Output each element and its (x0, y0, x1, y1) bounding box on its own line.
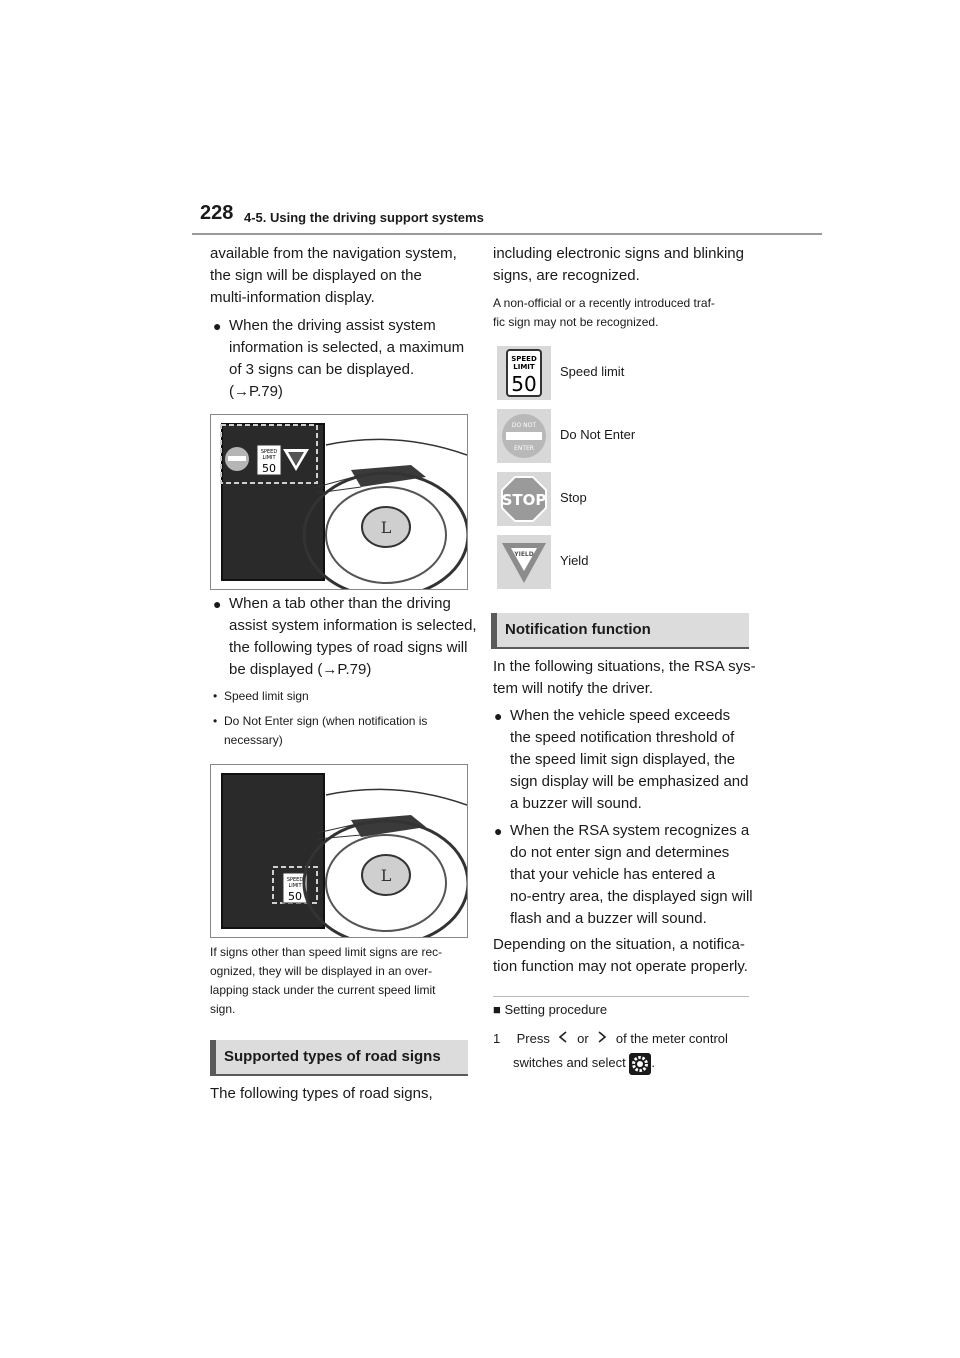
bullet-driving-assist: When the driving assist system information is selected, a maximum of 3 signs can be displayed. (→P.79) (229, 317, 465, 400)
svg-text:SPEED: SPEED (286, 877, 304, 883)
stop-sign-icon (497, 472, 551, 526)
svg-text:L: L (380, 518, 392, 537)
sub-bullet-dot: • (213, 714, 218, 728)
heading-notification-function: Notification function (491, 613, 749, 647)
bullet-icon: ● (494, 823, 503, 839)
sub-item-speed-limit: Speed limit sign (224, 689, 309, 703)
sub-bullet-dot: • (213, 689, 218, 703)
illustration-cockpit-1-sign (210, 764, 468, 938)
square-bullet-icon: ■ (493, 1002, 501, 1017)
bullet-other-tab: When a tab other than the driving assist system information is selected, the following types of road signs will be displayed (→P.79) (229, 595, 477, 678)
subheading-setting-procedure: ■ Setting procedure (493, 1002, 608, 1017)
bullet-icon: ● (213, 318, 222, 334)
svg-text:DO NOT: DO NOT (511, 422, 537, 429)
paragraph-rsa-notify: In the following situations, the RSA sys- tem will notify the driver. (493, 658, 756, 697)
paragraph-continuation: including electronic signs and blinking signs, are recognized. (493, 245, 744, 284)
yield-sign-icon (497, 535, 551, 589)
svg-text:50: 50 (262, 462, 276, 475)
bullet-no-entry: When the RSA system recognizes a do not enter sign and determines that your vehicle has entered a no-entry area, the displayed sign will flash and a buzzer will sound. (510, 822, 753, 927)
section-header: 4-5. Using the driving support systems (244, 210, 484, 225)
page-number: 228 (200, 202, 234, 224)
note-non-official: A non-official or a recently introduced traf- fic sign may not be recognized. (493, 296, 715, 329)
chevron-right-icon (598, 1027, 606, 1051)
svg-text:50: 50 (511, 372, 537, 396)
svg-text:LIMIT: LIMIT (288, 883, 302, 889)
svg-text:50: 50 (288, 890, 302, 903)
heading-supported-signs: Supported types of road signs (210, 1040, 468, 1074)
svg-text:SPEED: SPEED (260, 449, 278, 455)
subsection-rule (493, 996, 749, 997)
svg-text:LIMIT: LIMIT (513, 363, 535, 371)
paragraph-may-not-operate: Depending on the situation, a notifica- tion function may not operate properly. (493, 936, 748, 975)
step-number: 1 (493, 1031, 501, 1046)
illustration-cockpit-3-signs (210, 414, 468, 590)
sign-label-yield: Yield (560, 553, 589, 568)
cockpit-drawing (211, 765, 467, 937)
svg-text:ENTER: ENTER (514, 445, 534, 452)
note-overlapping-stack: If signs other than speed limit signs are rec- ognized, they will be displayed in an over- lapping stack under the current speed limit sign. (210, 945, 443, 1016)
cockpit-drawing (211, 415, 467, 589)
sign-label-stop: Stop (560, 490, 587, 505)
speed-limit-sign-icon (497, 346, 551, 400)
header-rule (192, 233, 822, 235)
bullet-icon: ● (213, 596, 222, 612)
svg-text:L: L (380, 866, 392, 885)
settings-gear-icon (629, 1053, 651, 1075)
svg-text:YIELD: YIELD (514, 551, 534, 558)
intro-paragraph: available from the navigation system, the sign will be displayed on the multi-information display. (210, 245, 457, 306)
chevron-left-icon (559, 1027, 567, 1051)
heading-underline (210, 1074, 468, 1076)
bullet-speed-exceeds: When the vehicle speed exceeds the speed notification threshold of the speed limit sign displayed, the sign display will be emphasized and a buzzer will sound. (510, 707, 749, 812)
svg-text:SPEED: SPEED (511, 355, 537, 363)
sign-label-speed-limit: Speed limit (560, 364, 625, 379)
paragraph-following-types: The following types of road signs, (210, 1085, 433, 1102)
svg-text:STOP: STOP (501, 491, 547, 509)
svg-text:LIMIT: LIMIT (262, 455, 276, 461)
bullet-icon: ● (494, 708, 503, 724)
sign-label-do-not-enter: Do Not Enter (560, 427, 636, 442)
do-not-enter-sign-icon (497, 409, 551, 463)
sub-item-do-not-enter: Do Not Enter sign (when notification is necessary) (224, 714, 428, 747)
heading-underline (491, 647, 749, 649)
step-1: 1 Press or of the meter control switches and select . (493, 1027, 728, 1075)
